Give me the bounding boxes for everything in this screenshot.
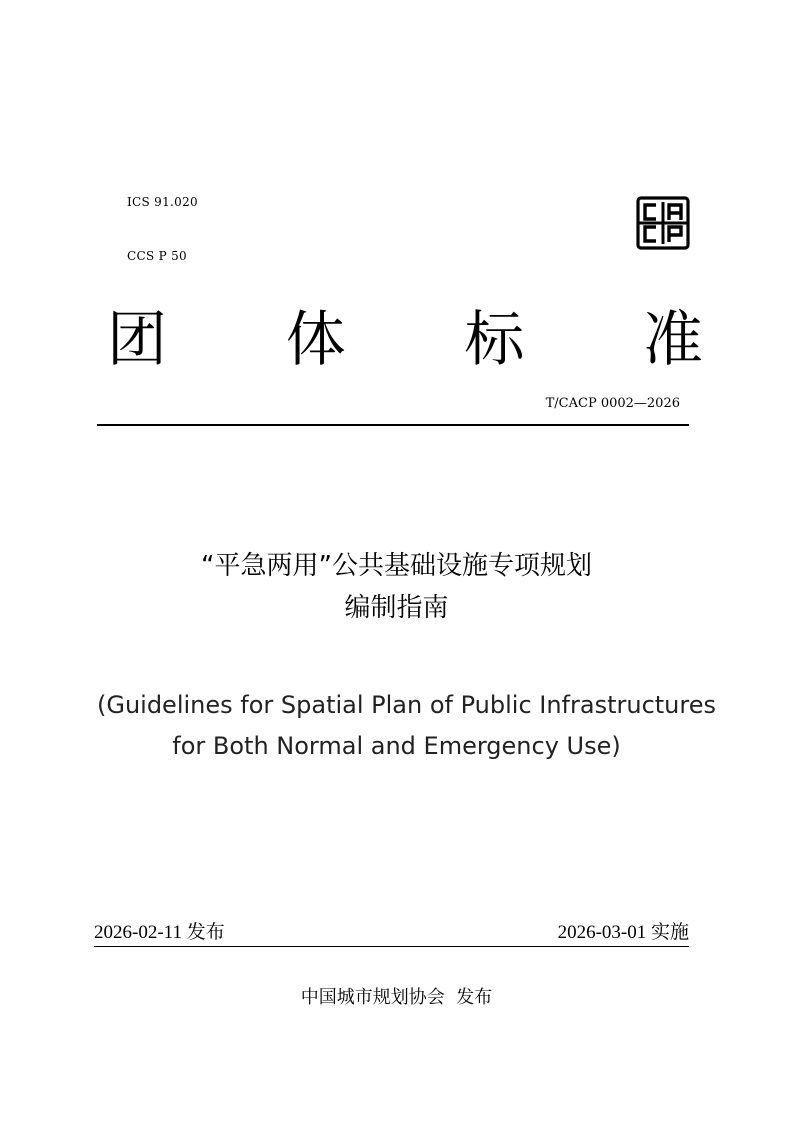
publisher: 中国城市规划协会 发布 xyxy=(300,987,493,1008)
english-title-line-2: for Both Normal and Emergency Use) xyxy=(172,732,621,760)
title-char-1: 团 xyxy=(107,305,167,375)
date-row xyxy=(94,920,689,947)
title-char-3: 标 xyxy=(464,305,525,375)
standard-number: T/CACP 0002—2026 xyxy=(545,396,680,411)
document-type-title xyxy=(95,300,715,380)
english-title-line-1: (Guidelines for Spatial Plan of Public Infrastructures xyxy=(96,691,716,719)
header-divider xyxy=(97,424,689,426)
chinese-title-line-1: “平急两用”公共基础设施专项规划 xyxy=(201,551,592,581)
implement-date: 2026-03-01 实施 xyxy=(557,922,689,943)
cacp-logo xyxy=(636,196,690,250)
chinese-title-line-2: 编制指南 xyxy=(344,593,449,623)
title-char-2: 体 xyxy=(285,305,346,375)
publish-date: 2026-02-11 发布 xyxy=(94,922,225,943)
ics-code: ICS 91.020 xyxy=(127,195,198,209)
title-char-4: 准 xyxy=(642,305,703,375)
classification-codes xyxy=(127,157,198,283)
ccs-code: CCS P 50 xyxy=(127,249,187,263)
